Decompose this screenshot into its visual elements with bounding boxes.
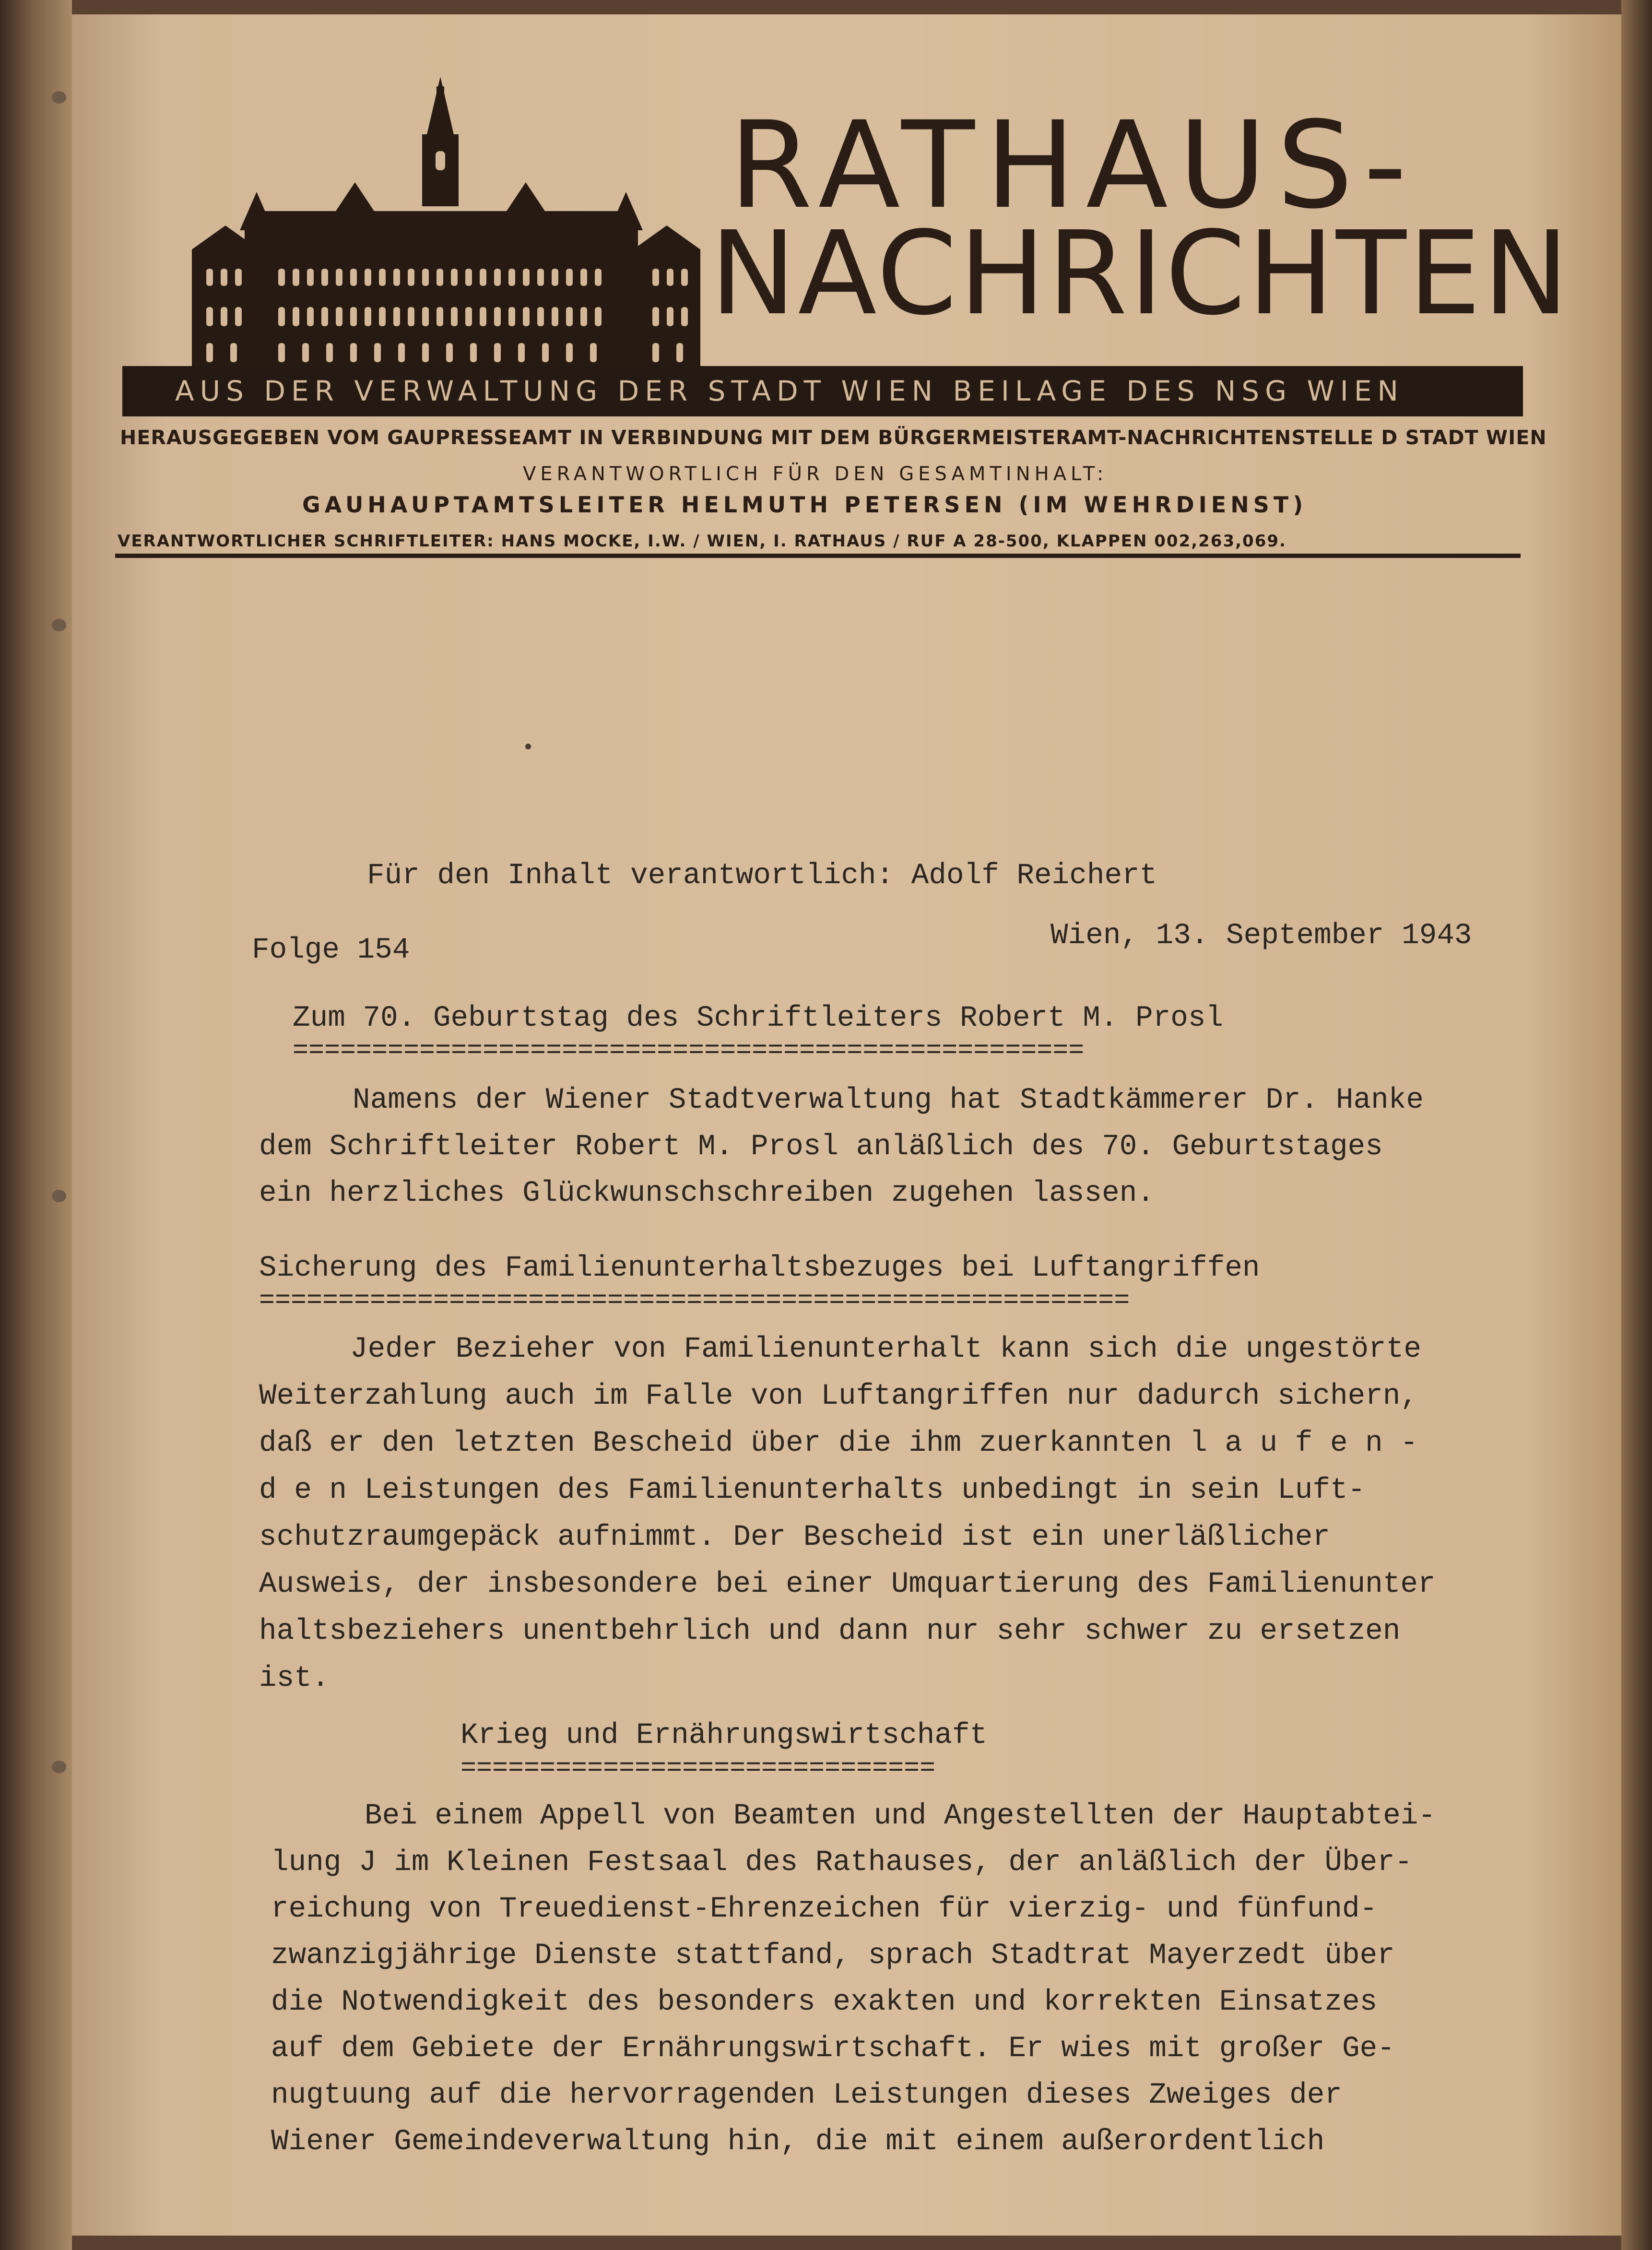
- paragraph-line: d e n Leistungen des Familienunterhalts unbedingt in sein Luft-: [259, 1474, 1366, 1507]
- paragraph-line: Ausweis, der insbesondere bei einer Umquartierung des Familienunter: [259, 1568, 1436, 1601]
- article-title: Sicherung des Familienunterhaltsbezuges bei Luftangriffen: [259, 1252, 1260, 1285]
- masthead-publisher: HERAUSGEGEBEN VOM GAUPRESSEAMT IN VERBINDUNG MIT DEM BÜRGERMEISTERAMT-NACHRICHTENSTELLE D STADT WIEN: [120, 426, 1547, 449]
- masthead-title-line2: NACHRICHTEN: [710, 206, 1571, 341]
- paragraph-line: Weiterzahlung auch im Falle von Luftangriffen nur dadurch sichern,: [259, 1380, 1418, 1413]
- paragraph-line: nugtuung auf die hervorragenden Leistungen dieses Zweiges der: [271, 2079, 1342, 2112]
- article-title: Krieg und Ernährungswirtschaft: [460, 1719, 988, 1752]
- binding-stitch: [52, 1761, 66, 1773]
- issue-number: Folge 154: [252, 934, 410, 967]
- paragraph-line: haltsbeziehers unentbehrlich und dann nur sehr schwer zu ersetzen: [259, 1615, 1401, 1648]
- masthead-title-line1: RATHAUS-: [729, 95, 1417, 235]
- masthead-editor-line: VERANTWORTLICHER SCHRIFTLEITER: HANS MOCKE, I.W. / WIEN, I. RATHAUS / RUF A 28-500, KLAPPEN 002,263,069.: [118, 532, 1286, 551]
- article-title: Zum 70. Geburtstag des Schriftleiters Robert M. Prosl: [293, 1002, 1224, 1035]
- document-page: [72, 14, 1621, 2236]
- paragraph-line: Bei einem Appell von Beamten und Angestellten der Hauptabtei-: [365, 1800, 1436, 1833]
- masthead-banner: AUS DER VERWALTUNG DER STADT WIEN BEILAGE DES NSG WIEN: [122, 366, 1523, 416]
- paragraph-line: dem Schriftleiter Robert M. Prosl anläßlich des 70. Geburtstages: [259, 1130, 1383, 1163]
- issue-date: Wien, 13. September 1943: [1050, 919, 1472, 952]
- paragraph-line: reichung von Treuedienst-Ehrenzeichen für vierzig- und fünfund-: [271, 1893, 1378, 1926]
- paragraph-line: Jeder Bezieher von Familienunterhalt kann sich die ungestörte: [350, 1333, 1421, 1366]
- paragraph-line: Wiener Gemeindeverwaltung hin, die mit einem außerordentlich: [271, 2125, 1325, 2158]
- masthead-rule: [115, 554, 1521, 558]
- paragraph-line: lung J im Kleinen Festsaal des Rathauses, der anläßlich der Über-: [271, 1846, 1413, 1879]
- binding-stitch: [52, 619, 66, 631]
- paragraph-line: auf dem Gebiete der Ernährungswirtschaft. Er wies mit großer Ge-: [271, 2032, 1395, 2065]
- content-responsible: Für den Inhalt verantwortlich: Adolf Reichert: [367, 859, 1157, 892]
- paragraph-line: zwanzigjährige Dienste stattfand, sprach Stadtrat Mayerzedt über: [271, 1939, 1395, 1972]
- book-binding: [0, 0, 72, 2250]
- paragraph-line: daß er den letzten Bescheid über die ihm zuerkannten l a u f e n -: [259, 1427, 1418, 1460]
- binding-stitch: [52, 1190, 66, 1202]
- paragraph-line: die Notwendigkeit des besonders exakten und korrekten Einsatzes: [271, 1986, 1378, 2019]
- rathaus-silhouette: [153, 67, 739, 369]
- paragraph-line: Namens der Wiener Stadtverwaltung hat Stadtkämmerer Dr. Hanke: [353, 1084, 1424, 1117]
- title-underline: =======================================================: [259, 1291, 1130, 1310]
- paragraph-line: ist.: [259, 1662, 330, 1695]
- masthead-responsible-name: GAUHAUPTAMTSLEITER HELMUTH PETERSEN (IM WEHRDIENST): [302, 492, 1308, 518]
- page-edge: [1621, 0, 1652, 2250]
- paragraph-line: schutzraumgepäck aufnimmt. Der Bescheid ist ein unerläßlicher: [259, 1521, 1330, 1554]
- paper-speck: [525, 744, 531, 749]
- paragraph-line: ein herzliches Glückwunschschreiben zugehen lassen.: [259, 1177, 1155, 1210]
- binding-stitch: [52, 91, 66, 104]
- title-underline: ==================================================: [293, 1041, 1085, 1060]
- title-underline: ==============================: [460, 1759, 936, 1778]
- masthead-responsible-label: VERANTWORTLICH FÜR DEN GESAMTINHALT:: [523, 463, 1108, 485]
